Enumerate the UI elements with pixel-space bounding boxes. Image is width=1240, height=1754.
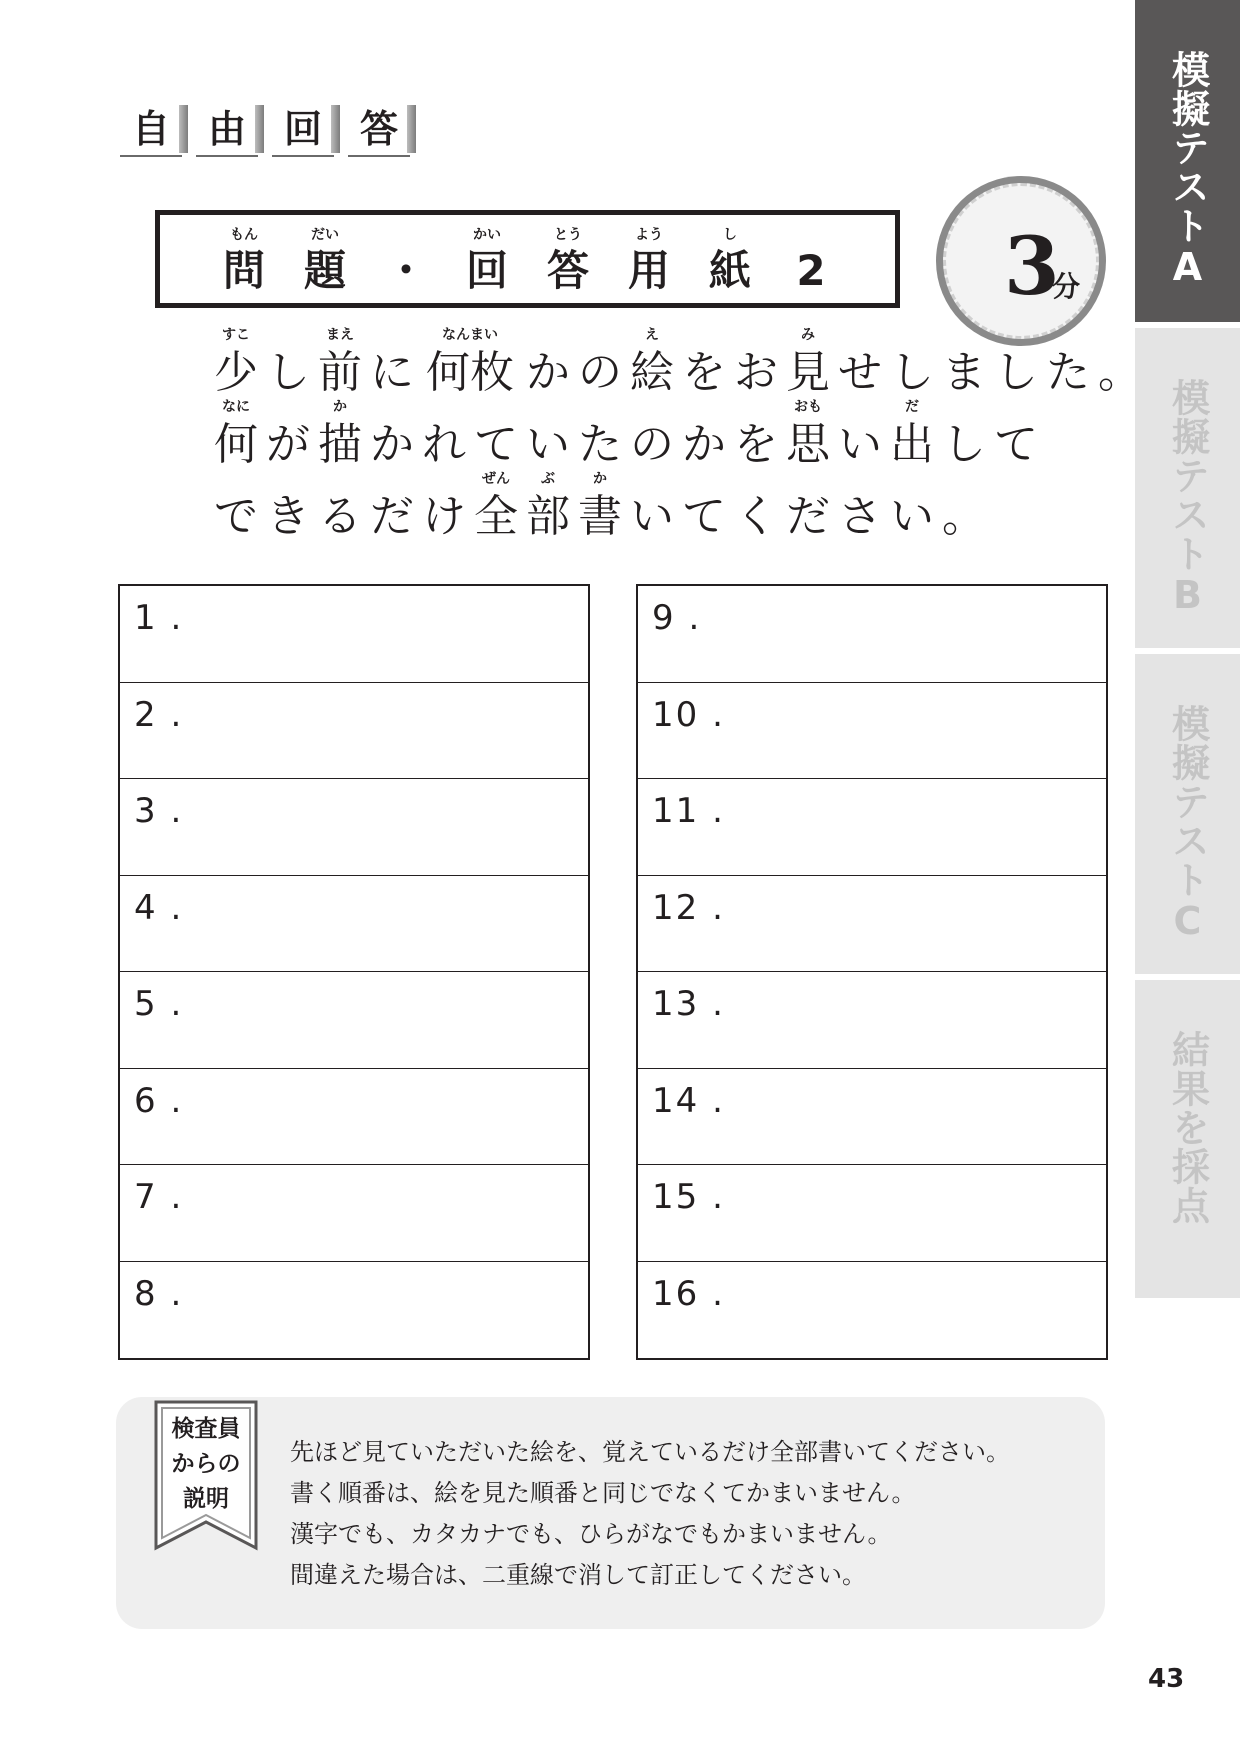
instruction-char — [938, 344, 990, 402]
instruction-char — [210, 399, 262, 474]
instruction-base: 。 — [942, 491, 986, 542]
instruction-base: し — [942, 419, 986, 470]
title-base: 回 — [465, 246, 508, 295]
page-title-box — [155, 210, 900, 308]
instruction-ruby: か — [333, 399, 347, 415]
time-limit-inner — [943, 183, 1099, 339]
instruction-base: る — [318, 491, 362, 542]
instruction-base: が — [266, 419, 310, 470]
instruction-ruby: なんまい — [442, 327, 498, 343]
instruction-char — [886, 399, 938, 474]
instruction-char — [990, 344, 1042, 402]
instruction-line — [210, 399, 1146, 474]
instruction-base: い — [890, 491, 934, 542]
instruction-base: せ — [838, 347, 882, 398]
instruction-char — [886, 344, 938, 402]
instruction-ruby: ぜん — [482, 471, 510, 487]
answer-field-5[interactable]: 5 . — [120, 972, 588, 1069]
instruction-char — [470, 471, 522, 546]
explanation-line: 漢字でも、カタカナでも、ひらがなでもかまいません。 — [290, 1520, 892, 1548]
instruction-ruby: すこ — [222, 327, 250, 343]
tab-label: 模擬テストA — [1165, 50, 1210, 290]
answer-field-12[interactable]: 12 . — [638, 876, 1106, 973]
instruction-base: い — [630, 491, 674, 542]
instruction-base: の — [578, 347, 622, 398]
badge-line: 説明 — [183, 1486, 229, 1512]
instruction-base: で — [214, 491, 258, 542]
answer-field-7[interactable]: 7 . — [120, 1165, 588, 1262]
instruction-base: の — [630, 419, 674, 470]
tab-label: 模擬テストC — [1165, 704, 1210, 944]
instruction-char — [626, 327, 678, 402]
instruction-base: く — [734, 491, 778, 542]
answer-grid-left — [118, 584, 590, 1360]
tab-scoring[interactable] — [1135, 980, 1240, 1298]
instruction-base: か — [682, 419, 726, 470]
instruction-base: 書 — [578, 491, 622, 542]
instruction-char — [678, 416, 730, 474]
title-ruby — [382, 225, 430, 245]
instruction-ruby: え — [645, 327, 659, 343]
instruction-base: か — [370, 419, 414, 470]
instruction-char — [834, 416, 886, 474]
title-char — [220, 225, 268, 297]
title-base: 題 — [303, 246, 346, 295]
instruction-char — [626, 416, 678, 474]
instruction-char — [574, 416, 626, 474]
instruction-char — [678, 488, 730, 546]
instruction-char — [730, 344, 782, 402]
title-char — [544, 225, 592, 297]
instruction-base: い — [526, 419, 570, 470]
title-char — [706, 225, 754, 297]
instruction-char — [834, 488, 886, 546]
time-limit-number: 3 — [1004, 219, 1060, 313]
instruction-base: だ — [370, 491, 414, 542]
title-ruby: し — [723, 227, 737, 243]
instruction-char — [470, 416, 522, 474]
instruction-base: 絵 — [630, 347, 674, 398]
instruction-char — [262, 488, 314, 546]
instruction-char — [574, 471, 626, 546]
title-char — [382, 225, 430, 297]
instruction-char — [262, 344, 314, 402]
instruction-base: に — [370, 347, 414, 398]
instruction-base: て — [474, 419, 518, 470]
instruction-base: を — [682, 347, 726, 398]
instruction-base: を — [734, 419, 778, 470]
answer-field-13[interactable]: 13 . — [638, 972, 1106, 1069]
instruction-base: 前 — [318, 347, 362, 398]
title-char — [301, 225, 349, 297]
instruction-base: た — [578, 419, 622, 470]
answer-field-6[interactable]: 6 . — [120, 1069, 588, 1166]
instruction-base: か — [526, 347, 570, 398]
title-base: 用 — [627, 246, 670, 295]
answer-field-15[interactable]: 15 . — [638, 1165, 1106, 1262]
instruction-ruby: なに — [222, 399, 250, 415]
instruction-char — [522, 344, 574, 402]
instruction-ruby: おも — [794, 399, 822, 415]
answer-field-16[interactable]: 16 . — [652, 1273, 725, 1314]
instruction-base: し — [266, 347, 310, 398]
instruction-base: け — [422, 491, 466, 542]
title-char — [787, 225, 835, 297]
answer-grid-right — [636, 584, 1108, 1360]
answer-field-4[interactable]: 4 . — [120, 876, 588, 973]
instruction-base: 出 — [890, 419, 934, 470]
instruction-char — [990, 416, 1042, 474]
instruction-char — [938, 416, 990, 474]
instruction-line — [210, 471, 1146, 546]
section-label-char: 由 — [196, 103, 258, 157]
instruction-base: き — [266, 491, 310, 542]
instruction-base: 。 — [1098, 347, 1142, 398]
instruction-char — [314, 327, 366, 402]
title-base: 2 — [796, 246, 826, 295]
instruction-char — [938, 488, 990, 546]
title-ruby: だい — [311, 227, 339, 243]
examiner-badge — [152, 1398, 260, 1556]
answer-field-8[interactable]: 8 . — [134, 1273, 184, 1314]
instruction-char — [522, 471, 574, 546]
tab-test-a[interactable] — [1135, 0, 1240, 322]
instruction-char — [886, 488, 938, 546]
instruction-char — [366, 416, 418, 474]
section-label-char: 回 — [272, 103, 334, 157]
instruction-base: だ — [786, 491, 830, 542]
time-limit-badge — [936, 176, 1106, 346]
answer-field-11[interactable]: 11 . — [638, 779, 1106, 876]
instruction-char — [782, 399, 834, 474]
badge-text — [152, 1412, 260, 1517]
instruction-base: ま — [942, 347, 986, 398]
instruction-base: れ — [422, 419, 466, 470]
title-char — [463, 225, 511, 297]
title-base: ・ — [384, 246, 427, 295]
explanation-line: 先ほど見ていただいた絵を、覚えているだけ全部書いてください。 — [290, 1438, 1010, 1466]
instruction-ruby: だ — [905, 399, 919, 415]
title-ruby: もん — [230, 227, 258, 243]
instruction-char — [1094, 344, 1146, 402]
instruction-ruby: ぶ — [541, 471, 555, 487]
instruction-char — [574, 344, 626, 402]
instruction-base: 何 — [214, 419, 258, 470]
instruction-base: 見 — [786, 347, 830, 398]
instruction-base: し — [890, 347, 934, 398]
instruction-char — [522, 416, 574, 474]
answer-field-1[interactable]: 1 . — [120, 586, 588, 683]
answer-field-10[interactable]: 10 . — [638, 683, 1106, 780]
instruction-ruby: み — [801, 327, 815, 343]
instruction-base: 描 — [318, 419, 362, 470]
instruction-char — [262, 416, 314, 474]
title-char — [625, 225, 673, 297]
instruction-base: し — [994, 347, 1038, 398]
instruction-base: い — [838, 419, 882, 470]
instruction-char — [366, 344, 418, 402]
title-ruby: かい — [473, 227, 501, 243]
badge-line: 検査員 — [171, 1416, 241, 1442]
badge-line: からの — [171, 1451, 241, 1477]
section-label-char: 答 — [348, 103, 410, 157]
instruction-char — [782, 327, 834, 402]
instruction-char — [366, 488, 418, 546]
instruction-base: 部 — [526, 491, 570, 542]
instruction-char — [730, 416, 782, 474]
instruction-char — [418, 488, 470, 546]
instruction-base: 全 — [474, 491, 518, 542]
answer-field-2[interactable]: 2 . — [120, 683, 588, 780]
instruction-char — [626, 488, 678, 546]
time-limit-unit: 分 — [1052, 270, 1081, 303]
instruction-char — [210, 488, 262, 546]
title-ruby: とう — [554, 227, 582, 243]
explanation-line: 間違えた場合は、二重線で消して訂正してください。 — [290, 1561, 866, 1589]
instruction-char — [834, 344, 886, 402]
instruction-base: お — [734, 347, 778, 398]
explanation-text — [290, 1432, 1010, 1596]
title-ruby — [787, 225, 835, 245]
instruction-ruby: まえ — [326, 327, 354, 343]
instruction-line — [210, 327, 1146, 402]
answer-field-3[interactable]: 3 . — [120, 779, 588, 876]
title-base: 紙 — [708, 246, 751, 295]
instruction-char — [210, 327, 262, 402]
instruction-base: さ — [838, 491, 882, 542]
instruction-base: 何枚 — [426, 347, 514, 398]
instruction-char — [1042, 344, 1094, 402]
instruction-base: て — [682, 491, 726, 542]
instruction-char — [418, 416, 470, 474]
instruction-ruby: か — [593, 471, 607, 487]
section-label-char: 自 — [120, 103, 182, 157]
instruction-base: た — [1046, 347, 1090, 398]
answer-field-9[interactable]: 9 . — [638, 586, 1106, 683]
title-ruby: よう — [635, 227, 663, 243]
tab-test-b[interactable] — [1135, 328, 1240, 648]
title-base: 答 — [546, 246, 589, 295]
instruction-base: 思 — [786, 419, 830, 470]
instruction-base: て — [994, 419, 1038, 470]
instructions — [210, 327, 1146, 546]
instruction-char — [678, 344, 730, 402]
tab-test-c[interactable] — [1135, 654, 1240, 974]
instruction-char — [782, 488, 834, 546]
instruction-char — [730, 488, 782, 546]
instruction-base: 少 — [214, 347, 258, 398]
instruction-char — [418, 327, 522, 402]
page-number: 43 — [1148, 1664, 1185, 1694]
section-label — [120, 103, 410, 157]
instruction-char — [314, 399, 366, 474]
explanation-line: 書く順番は、絵を見た順番と同じでなくてかまいません。 — [290, 1479, 916, 1507]
tab-label: 結果を採点 — [1165, 1030, 1210, 1225]
instruction-char — [314, 488, 366, 546]
title-base: 問 — [222, 246, 265, 295]
page-title — [220, 225, 835, 297]
tab-label: 模擬テストB — [1165, 378, 1210, 618]
answer-field-14[interactable]: 14 . — [638, 1069, 1106, 1166]
